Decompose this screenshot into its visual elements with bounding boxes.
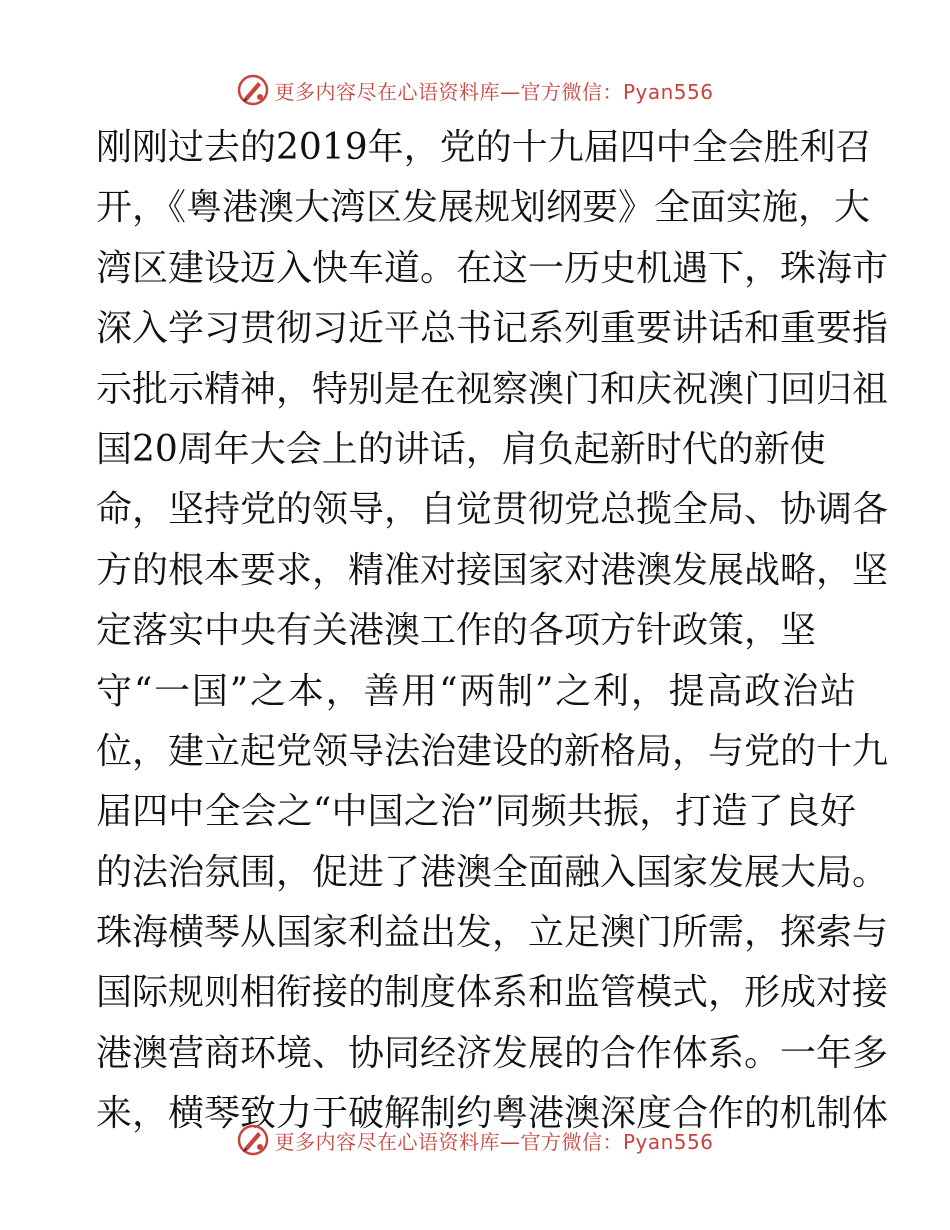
body-line-9: 定落实中央有关港澳工作的各项方针政策，坚: [96, 610, 817, 652]
body-line-15: 国际规则相衔接的制度体系和监管模式，形成对接: [96, 972, 889, 1014]
body-line-14: 珠海横琴从国家利益出发，立足澳门所需，探索与: [96, 912, 889, 954]
body-line-11: 位，建立起党领导法治建设的新格局，与党的十九: [96, 730, 889, 772]
footer-watermark-text: 更多内容尽在心语资料库—官方微信：Pyan556: [274, 1129, 714, 1154]
body-line-5: 示批示精神，特别是在视察澳门和庆祝澳门回归祖: [96, 368, 889, 410]
document-body: [96, 118, 889, 1145]
header-watermark-text: 更多内容尽在心语资料库—官方微信：Pyan556: [274, 79, 714, 104]
body-line-3: 湾区建设迈入快车道。在这一历史机遇下，珠海市: [96, 247, 889, 289]
body-line-6: 国20周年大会上的讲话，肩负起新时代的新使: [96, 428, 826, 470]
pen-seal-logo-icon: [236, 73, 270, 107]
body-line-2: 开，《粤港澳大湾区发展规划纲要》全面实施，大: [96, 187, 871, 229]
body-line-17: 来，横琴致力于破解制约粤港澳深度合作的机制体: [96, 1093, 889, 1135]
body-line-10: 守“一国”之本，善用“两制”之利，提高政治站: [96, 670, 856, 712]
body-line-7: 命，坚持党的领导，自觉贯彻党总揽全局、协调各: [96, 489, 889, 531]
header-watermark-banner: [0, 72, 950, 108]
footer-watermark-banner: [0, 1122, 950, 1158]
body-line-4: 深入学习贯彻习近平总书记系列重要讲话和重要指: [96, 308, 889, 350]
body-line-16: 港澳营商环境、协同经济发展的合作体系。一年多: [96, 1032, 889, 1074]
body-line-12: 届四中全会之“中国之治”同频共振，打造了良好: [96, 791, 856, 833]
body-line-13: 的法治氛围，促进了港澳全面融入国家发展大局。: [96, 851, 889, 893]
body-line-1: 刚刚过去的2019年，党的十九届四中全会胜利召: [96, 127, 872, 168]
body-line-8: 方的根本要求，精准对接国家对港澳发展战略，坚: [96, 549, 889, 591]
pen-seal-logo-icon: [236, 1123, 270, 1157]
